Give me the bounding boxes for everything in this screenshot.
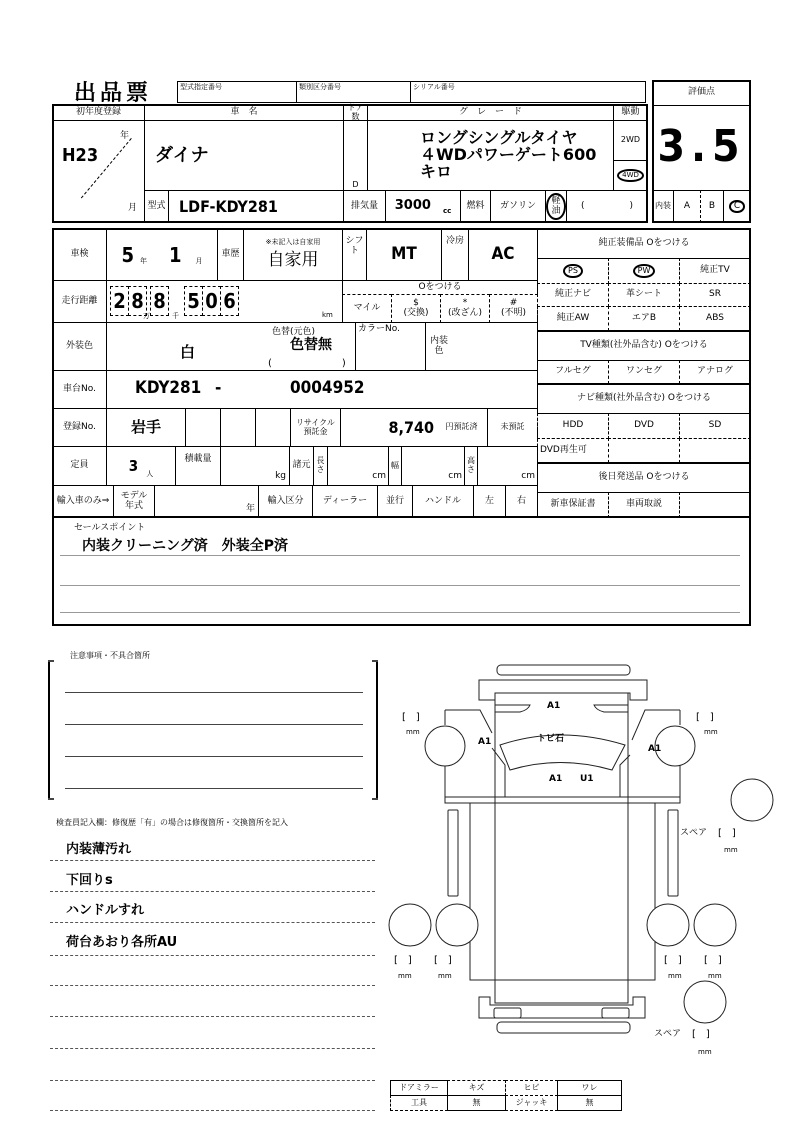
tread-bracket[interactable]: [ ]: [394, 955, 412, 966]
inspector-label: 検査員記入欄：修復歴「有」の場合は修復箇所・交換箇所を記入: [56, 818, 288, 827]
month-unit: 月: [195, 256, 203, 265]
nav-dvd-play[interactable]: DVD再生可: [537, 438, 609, 463]
equip-tv[interactable]: 純正TV: [679, 258, 751, 284]
serial-number-field[interactable]: シリアル番号: [410, 81, 646, 103]
inspector-entry: 内装薄汚れ: [66, 842, 132, 857]
width-label: 幅: [388, 446, 402, 486]
history-value: 自家用: [267, 250, 319, 270]
km-unit: km: [322, 311, 333, 319]
damage-mark: A1: [547, 701, 561, 711]
odo-unknown[interactable]: # (不明): [489, 294, 538, 323]
color-change-value: 色替無: [290, 337, 332, 353]
mm-unit: mm: [438, 972, 452, 980]
tread-bracket[interactable]: [ ]: [692, 1029, 710, 1040]
mileage-digit: 8: [150, 286, 169, 316]
mm-unit: mm: [708, 972, 722, 980]
tools-value: 無: [447, 1095, 506, 1111]
interior-grade-c-circled: C: [729, 200, 745, 214]
front-bumper: [497, 665, 630, 675]
tread-bracket[interactable]: [ ]: [434, 955, 452, 966]
mileage-digit: 8: [128, 286, 147, 316]
type-designation-field[interactable]: 型式指定番号: [177, 81, 297, 103]
equip-aw[interactable]: 純正AW: [537, 306, 609, 331]
shift-value: MT: [366, 228, 442, 281]
month-unit: 月: [128, 203, 138, 213]
interior-grade-a[interactable]: A: [673, 190, 701, 223]
drive-label: 駆動: [613, 104, 648, 121]
chassis-dash: -: [215, 378, 222, 398]
mirror-label: ドアミラー: [390, 1080, 448, 1096]
equip-navi[interactable]: 純正ナビ: [537, 283, 609, 307]
load-unit: kg: [220, 446, 290, 486]
damage-mark: A1: [549, 774, 563, 784]
nav-sd[interactable]: SD: [679, 413, 751, 439]
tire-rear-left-inner[interactable]: [436, 904, 478, 946]
mm-unit: mm: [406, 728, 420, 736]
mm-unit: mm: [398, 972, 412, 980]
color-label: 外装色: [52, 322, 107, 371]
score-value: 3.5: [652, 105, 751, 191]
tire-rear-right-inner[interactable]: [647, 904, 689, 946]
category-number-field[interactable]: 類別区分番号: [296, 81, 411, 103]
recycle-label: リサイクル 預託金: [290, 408, 341, 447]
capacity-label: 定員: [52, 446, 107, 486]
equip-leather[interactable]: 革シート: [608, 283, 680, 307]
cab-base: [445, 797, 680, 803]
headlights: [495, 705, 628, 712]
drive-4wd-circled: 4WD: [617, 169, 644, 183]
nav-hdd[interactable]: HDD: [537, 413, 609, 439]
capacity-unit: 人: [146, 470, 154, 479]
capacity-value: 3: [128, 456, 139, 475]
length-label: 長 さ: [313, 446, 328, 486]
interior-grade-b[interactable]: B: [700, 190, 724, 223]
recycle-unpaid[interactable]: 未預託: [487, 408, 538, 447]
left-rail: [448, 810, 458, 896]
year-unit: 年: [140, 256, 147, 265]
color-no-label: カラーNo.: [355, 322, 426, 371]
mirror-scratch[interactable]: キズ: [447, 1080, 506, 1096]
inspection-label: 車検: [52, 228, 107, 281]
damage-mark: A1: [478, 737, 492, 747]
mileage-digit: 6: [220, 286, 239, 316]
history-note: ※未記入は自家用: [265, 238, 321, 247]
sen-unit: 千: [172, 312, 179, 320]
drive-2wd[interactable]: 2WD: [613, 120, 648, 161]
sales-point-label: セールスポイント: [74, 523, 146, 533]
grade-line: キロ: [420, 161, 453, 181]
height-unit: cm: [477, 446, 538, 486]
import-dealer[interactable]: ディーラー: [312, 485, 378, 518]
grade-label: グ レ ー ド: [367, 104, 614, 121]
model-value: LDF-KDY281: [168, 190, 344, 223]
sales-point-text: 内装クリーニング済 外装全P済: [82, 538, 288, 554]
tire-spare-1[interactable]: [731, 779, 773, 821]
fuel-gasoline[interactable]: ガソリン: [490, 190, 546, 223]
doors-value: D: [343, 120, 368, 191]
first-reg-year: H23: [62, 145, 99, 166]
equipment-header: 純正装備品 Oをつける: [537, 228, 751, 259]
chassis-number: 0004952: [290, 378, 365, 398]
nav-dvd[interactable]: DVD: [608, 413, 680, 439]
tire-rear-right-outer[interactable]: [694, 904, 736, 946]
length-unit: cm: [327, 446, 389, 486]
color-paren: ( ): [268, 358, 346, 369]
nav-header: ナビ種類(社外品含む) Oをつける: [537, 383, 751, 414]
equip-pw-circled: PW: [633, 264, 656, 279]
tread-bracket[interactable]: [ ]: [718, 828, 736, 839]
damage-mark: A1: [648, 744, 662, 754]
later-manual[interactable]: 車両取説: [608, 492, 680, 518]
later-header: 後日発送品 Oをつける: [537, 462, 751, 493]
tire-front-left[interactable]: [425, 726, 465, 766]
width-unit: cm: [401, 446, 465, 486]
inspection-year: 5: [121, 242, 134, 267]
import-label: 輸入車のみ⇒: [52, 485, 114, 518]
mm-unit: mm: [698, 1048, 712, 1056]
shift-label: シフト: [342, 228, 367, 281]
score-label: 評価点: [652, 80, 751, 106]
tire-spare-2[interactable]: [684, 981, 726, 1023]
equip-sr[interactable]: SR: [679, 283, 751, 307]
interior-color-label: 内装 色: [425, 322, 538, 371]
displacement-label: 排気量: [343, 190, 386, 223]
spare-label: スペア: [680, 828, 708, 838]
import-type-label: 輸入区分: [258, 485, 313, 518]
spare-label: スペア: [654, 1029, 682, 1039]
tread-bracket[interactable]: [ ]: [402, 712, 420, 723]
mileage-label: 走行距離: [52, 280, 107, 323]
inspection-month: 1: [169, 242, 182, 267]
tools-label: 工具: [390, 1095, 448, 1111]
model-label: 型式: [144, 190, 169, 223]
height-label: 高 さ: [464, 446, 478, 486]
man-unit: 万: [143, 312, 150, 320]
rear-light: [494, 1008, 521, 1018]
cc-unit: cc: [442, 206, 452, 215]
bed-frame: [470, 803, 655, 980]
doors-label: ドア数: [343, 104, 368, 121]
mm-unit: mm: [704, 728, 718, 736]
handle-label: ハンドル: [412, 485, 474, 518]
damage-mark: U1: [580, 774, 594, 784]
fuel-diesel-circled: 軽油: [546, 193, 566, 221]
ac-label: 冷房: [441, 228, 469, 281]
grade-line: ロングシングルタイヤ: [420, 128, 578, 148]
model-year-label: モデル 年式: [113, 485, 155, 518]
chassis-label: 車台No.: [52, 370, 107, 409]
tv-analog[interactable]: アナログ: [679, 360, 751, 384]
mileage-digit: 0: [202, 286, 221, 316]
fuel-label: 燃料: [460, 190, 491, 223]
interior-label: 内装: [652, 190, 674, 223]
load-label: 積載量: [175, 446, 221, 486]
vehicle-name: ダイナ: [144, 120, 344, 191]
tread-bracket[interactable]: [ ]: [664, 955, 682, 966]
tire-rear-left-outer[interactable]: [389, 904, 431, 946]
mileage-digit: 5: [184, 286, 203, 316]
reg-value: 岩手: [106, 408, 186, 447]
name-label: 車 名: [144, 104, 344, 121]
color-change-label: 色替(元色): [272, 327, 316, 337]
color-value: 白: [180, 343, 196, 361]
inspector-entry: 荷台あおり各所AU: [66, 935, 178, 950]
spec-label: 諸元: [289, 446, 314, 486]
recycle-paid[interactable]: 円預託済: [436, 408, 488, 447]
mm-unit: mm: [668, 972, 682, 980]
right-rail: [668, 810, 678, 896]
later-warranty[interactable]: 新車保証書: [537, 492, 609, 518]
history-label: 車歴: [217, 228, 244, 281]
rear-light: [602, 1008, 629, 1018]
jack-label: ジャッキ: [505, 1095, 558, 1111]
equip-abs[interactable]: ABS: [679, 306, 751, 331]
recycle-amount: 8,740: [340, 408, 437, 447]
chassis-prefix: KDY281: [135, 378, 202, 398]
mirror-broken[interactable]: ワレ: [557, 1080, 622, 1096]
odo-note: Oをつける: [342, 280, 538, 295]
tv-header: TV種類(社外品含む) Oをつける: [537, 330, 751, 361]
model-year-unit: 年: [154, 485, 259, 518]
mirror-crack[interactable]: ヒビ: [505, 1080, 558, 1096]
tread-bracket[interactable]: [ ]: [696, 712, 714, 723]
import-parallel[interactable]: 並行: [377, 485, 413, 518]
handle-right[interactable]: 右: [505, 485, 538, 518]
equip-ps-circled: PS: [563, 264, 583, 279]
ac-value: AC: [468, 228, 538, 281]
reg-label: 登録No.: [52, 408, 107, 447]
first-reg-label: 初年度登録: [52, 104, 145, 121]
inspector-entry: ハンドルすれ: [66, 903, 145, 918]
inspector-entry: 下回りs: [66, 873, 113, 888]
front-grille: [479, 680, 647, 700]
fuel-other[interactable]: ( ): [566, 190, 648, 223]
year-unit: 年: [120, 131, 130, 141]
mm-unit: mm: [724, 846, 738, 854]
grade-line: ４WDパワーゲート600: [420, 145, 597, 165]
damage-mark: トビ石: [537, 734, 565, 744]
notes-label: 注意事項・不具合箇所: [70, 651, 150, 660]
equip-airbag[interactable]: エアB: [608, 306, 680, 331]
tread-bracket[interactable]: [ ]: [704, 955, 722, 966]
jack-value: 無: [557, 1095, 622, 1111]
odo-mile[interactable]: マイル: [342, 294, 392, 323]
tv-oneseg[interactable]: ワンセグ: [608, 360, 680, 384]
odo-replaced[interactable]: $ (交換): [391, 294, 441, 323]
sheet-title: 出品票: [74, 81, 153, 106]
odo-tampered[interactable]: * (改ざん): [440, 294, 490, 323]
rear-step: [497, 1022, 630, 1033]
mileage-digit: 2: [110, 286, 129, 316]
displacement-value: 3000: [394, 198, 431, 214]
tv-fullseg[interactable]: フルセグ: [537, 360, 609, 384]
handle-left[interactable]: 左: [473, 485, 506, 518]
